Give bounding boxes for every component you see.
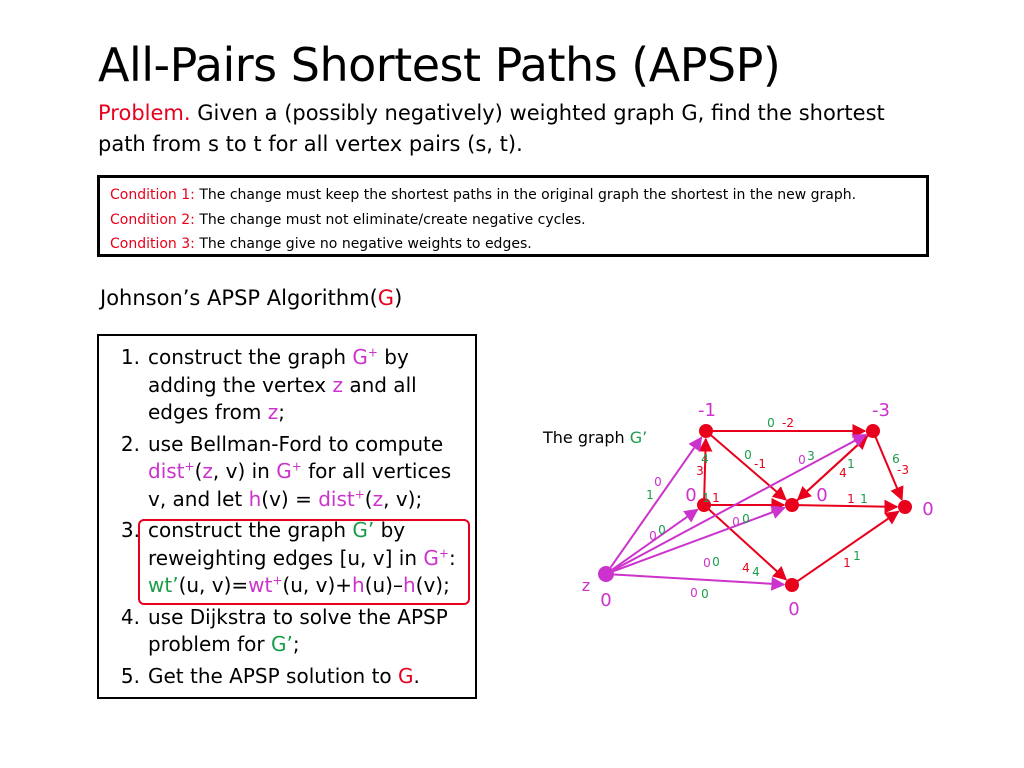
step-fragment: dist bbox=[148, 459, 185, 483]
condition-label: Condition 3: bbox=[110, 236, 195, 252]
step-fragment: + bbox=[438, 545, 449, 560]
step-number: 3. bbox=[120, 518, 140, 542]
step-fragment: G bbox=[398, 663, 414, 688]
graph-caption: The graph G’ bbox=[543, 428, 648, 447]
edge-a-d bbox=[711, 435, 786, 500]
step-fragment: (v); bbox=[415, 573, 450, 597]
step-fragment: z bbox=[267, 400, 279, 424]
step-fragment: (u, v)= bbox=[178, 573, 249, 597]
step-number: 1. bbox=[120, 345, 140, 369]
edge-weight-label: 0 bbox=[767, 416, 775, 430]
condition-text: The change must keep the shortest paths in the original graph the shortest in the new graph. bbox=[194, 187, 857, 203]
vertex-f bbox=[785, 578, 799, 592]
step-fragment: + bbox=[354, 486, 365, 501]
step-fragment: construct the graph bbox=[148, 518, 353, 542]
step-fragment: ( bbox=[364, 486, 373, 511]
vertex-b bbox=[866, 424, 880, 438]
algorithm-name: Johnson’s APSP Algorithm( bbox=[100, 286, 378, 310]
step-fragment: construct the graph bbox=[148, 345, 353, 369]
source-vertex-name: z bbox=[581, 576, 591, 595]
step-fragment: : bbox=[448, 545, 456, 570]
step-fragment: ; bbox=[278, 400, 285, 424]
step-fragment: dist bbox=[318, 486, 355, 511]
edge-weight-label: 6 bbox=[892, 452, 900, 466]
vertex-potential-label: 0 bbox=[816, 485, 828, 506]
edge-weight-label: 0 bbox=[703, 556, 711, 570]
edge-weight-label: 1 bbox=[843, 556, 851, 570]
edge-z-b bbox=[613, 435, 866, 570]
edge-f-e bbox=[797, 512, 898, 582]
slide-title: All-Pairs Shortest Paths (APSP) bbox=[98, 38, 781, 92]
edge-weight-label: 0 bbox=[658, 523, 666, 537]
step-fragment: (u)– bbox=[364, 573, 403, 597]
step-fragment: + bbox=[367, 345, 378, 360]
step-fragment: h bbox=[352, 573, 365, 597]
vertex-potential-label: 0 bbox=[685, 485, 697, 506]
edge-weight-label: 0 bbox=[690, 586, 698, 600]
step-fragment: G’ bbox=[352, 518, 375, 542]
edge-weight-label: 0 bbox=[712, 555, 720, 569]
step-fragment: z bbox=[372, 486, 384, 511]
step-number: 4. bbox=[120, 604, 140, 629]
step-fragment: Get the APSP solution to bbox=[148, 663, 399, 688]
vertex-a bbox=[699, 424, 713, 438]
edge-weight-label: 1 bbox=[646, 488, 654, 502]
step-fragment: , v); bbox=[383, 486, 423, 511]
step-fragment: z bbox=[332, 372, 343, 397]
edge-weight-label: 1 bbox=[853, 549, 861, 563]
algorithm-close: ) bbox=[394, 286, 403, 310]
condition-label: Condition 1: bbox=[110, 187, 195, 203]
vertex-potential-label: -3 bbox=[872, 400, 890, 421]
step-fragment: by adding the vertex bbox=[148, 345, 409, 397]
step-fragment: use Dijkstra to solve the APSP problem for bbox=[148, 604, 448, 656]
step-number: 2. bbox=[120, 431, 140, 456]
vertex-z bbox=[598, 566, 614, 582]
edge-weight-label: 3 bbox=[696, 464, 704, 478]
step-fragment: wt bbox=[248, 573, 273, 597]
edge-weight-label: 4 bbox=[752, 565, 760, 579]
step-fragment: z bbox=[202, 459, 213, 483]
step-fragment: G’ bbox=[270, 632, 293, 656]
edge-weight-label: 0 bbox=[654, 475, 662, 489]
step-fragment: (v) = bbox=[261, 486, 319, 511]
step-fragment: ; bbox=[292, 632, 300, 656]
edge-weight-label: 1 bbox=[860, 492, 868, 506]
edge-weight-label: -2 bbox=[782, 416, 794, 430]
edge-weight-label: 3 bbox=[807, 449, 815, 463]
step-fragment: h bbox=[248, 486, 262, 511]
step-fragment: G bbox=[423, 545, 439, 570]
vertex-potential-label: 0 bbox=[600, 590, 612, 611]
edge-weight-label: 0 bbox=[798, 453, 806, 467]
problem-text: Given a (possibly negatively) weighted graph G, find the shortest path from s to t for all vertex pairs (s, t). bbox=[98, 101, 885, 156]
step-fragment: wt’ bbox=[148, 573, 179, 597]
edge-weight-label: 0 bbox=[649, 529, 657, 543]
step-fragment: h bbox=[402, 573, 416, 597]
edge-weight-label: 1 bbox=[702, 491, 710, 505]
edge-weight-label: 1 bbox=[847, 492, 855, 506]
edge-weight-label: 0 bbox=[732, 515, 740, 529]
edge-weight-label: 4 bbox=[839, 466, 847, 480]
edge-weight-label: 4 bbox=[701, 452, 709, 466]
step-fragment: by reweighting edges [u, v] in bbox=[148, 518, 424, 570]
edge-weight-label: 1 bbox=[712, 491, 720, 505]
edge-weight-label: -3 bbox=[897, 463, 909, 477]
step-fragment: use Bellman-Ford to compute bbox=[148, 431, 444, 456]
step-fragment: , v) in bbox=[212, 459, 277, 483]
step-fragment: and all edges from bbox=[148, 372, 417, 424]
problem-label: Problem. bbox=[98, 101, 191, 125]
step-fragment: for all vertices v, and let bbox=[148, 459, 452, 511]
condition-text: The change must not eliminate/create negative cycles. bbox=[194, 211, 586, 228]
vertex-e bbox=[898, 500, 912, 514]
step-fragment: + bbox=[291, 459, 302, 474]
step-fragment: G bbox=[276, 459, 292, 483]
step-fragment: + bbox=[272, 573, 283, 588]
step-fragment: + bbox=[184, 459, 195, 474]
step-fragment: (u, v)+ bbox=[282, 573, 353, 597]
step-number: 5. bbox=[120, 663, 140, 688]
vertex-potential-label: 0 bbox=[922, 499, 934, 520]
vertex-potential-label: 0 bbox=[788, 599, 800, 620]
algorithm-arg: G bbox=[377, 286, 395, 310]
vertex-d bbox=[785, 498, 799, 512]
vertex-potential-label: -1 bbox=[698, 400, 716, 421]
edge-weight-label: 0 bbox=[744, 448, 752, 462]
edge-weight-label: 1 bbox=[847, 457, 855, 471]
edge-c-a bbox=[704, 439, 706, 499]
edge-weight-label: 0 bbox=[742, 512, 750, 526]
edge-b-d bbox=[798, 435, 869, 500]
condition-label: Condition 2: bbox=[110, 211, 195, 228]
condition-text: The change give no negative weights to edges. bbox=[194, 236, 532, 252]
step-fragment: ( bbox=[194, 459, 203, 483]
step-fragment: . bbox=[413, 663, 420, 688]
edge-weight-label: 0 bbox=[701, 587, 709, 601]
step-fragment: G bbox=[352, 345, 368, 369]
edge-z-d bbox=[614, 508, 785, 571]
edge-weight-label: -1 bbox=[754, 457, 766, 471]
edge-weight-label: 4 bbox=[742, 561, 750, 575]
